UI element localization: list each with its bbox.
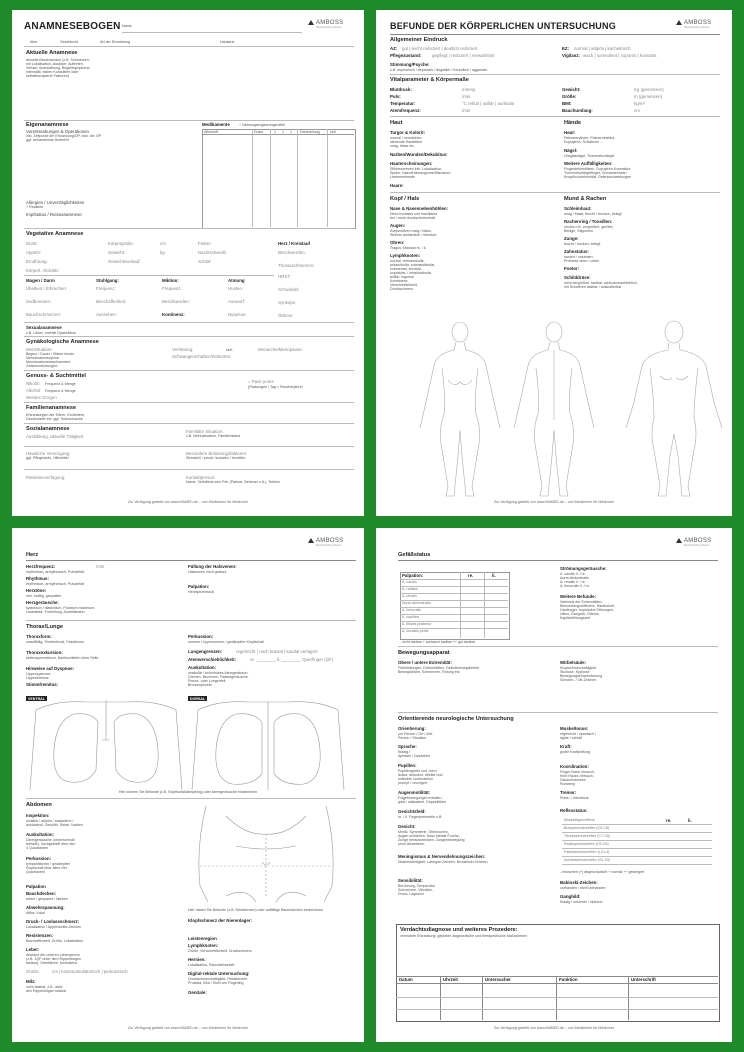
section-genussmittel: Genuss- & Suchtmittel bbox=[26, 373, 86, 379]
pulse-row-line bbox=[400, 579, 508, 580]
pulse-row-line bbox=[400, 593, 508, 594]
verdachtsdiagnose-box[interactable] bbox=[396, 924, 720, 1022]
reflex-row-label: Muskeleigenreflexe bbox=[564, 818, 595, 822]
reflex-row-line bbox=[562, 840, 712, 841]
pulse-row-label: A. dorsalis pedis bbox=[402, 629, 429, 633]
pulse-row-line bbox=[400, 628, 508, 629]
field-alter[interactable]: Alter bbox=[30, 40, 38, 44]
pulse-row-line bbox=[400, 614, 508, 615]
amboss-logo: AMBOSS Medizinisches Wissen bbox=[308, 538, 343, 547]
triangle-icon bbox=[676, 20, 682, 25]
section-sozialanamnese: Sozialanamnese bbox=[26, 426, 70, 432]
reflex-row-label: Achillessehnenreflex (S1-S2) bbox=[564, 858, 611, 862]
reflex-row-label: Trizepssehnenreflex (C7-C8) bbox=[564, 834, 611, 838]
reflex-row-label: Radiusperiostreflex (C5-C6) bbox=[564, 842, 609, 846]
field-einweisung[interactable]: Art der Einweisung bbox=[100, 40, 131, 44]
amboss-logo: AMBOSS Medizinisches Wissen bbox=[308, 20, 343, 29]
reflex-row-line bbox=[562, 856, 712, 857]
body-outline-figures[interactable] bbox=[376, 310, 732, 510]
section-eigenanamnese: Eigenanamnese bbox=[26, 122, 69, 128]
pulse-row-line bbox=[400, 600, 508, 601]
page-gefaess-neuro: AMBOSS Medizinisches Wissen Gefäßstatus Palpation: re. li. - nicht tastbar + schwach tastbar ++ gut tastbar Strömungsgeräusche: A. carotis li. / re. Aorta abdominalis A. renalis li. / re. A. femoralis li. / re. Weitere Befunde: Varikosis der Extremitäten, Beinumfangsdifferenz, Hautkolorit, Hautturgor, trophische Störungen, Ulkus, Gangrän, Ödeme, Kapillarfüllungszeit Bewegungsapparat Obere / untere Extremität: Fehlstellungen, Deformitäten, Gelenkbeweglichkeit Beweglichkeit, Schmerzen, Rötung etc. Wirbelsäule: Klopfschmerzhaftigkeit Skoliose, Kyphose Bewegungseinschränkung Schober- / Ott-Zeichen Orientierende neurologische Untersuchung Orientierung: zur Person / Ort / Zeit Person / Situation Sprache: flüssig / Aphasie / Dysarthrie Pupillen: Pupillengröße und -form: isokor, anisokor, direkte und indirekte Lichtreaktion prompt / verzögert Augenmotilität: Folgebewegungen erhalten, glatt / sakkadiert, Doppelbilder Gesichtsfeld: re. / li. Fingerperimetrie o.B. Gesicht: Mimik, Symmetrie, Stirnrunzeln, Augen schließen, Naso labiale Furche, Zunge herausstrecken, Zungenbewegung ohne Abweichen Meningismus & Nervendehnungszeichen: Nackensteifigkeit, Lasègue-Zeichen, Brudzinski-Zeichen Sensibilität: Berührung, Temperatur Schmerzen, Vibration, Druck, Lagesinn Muskeltonus: regelrecht / spastisch / rigide / schlaff Kraft: grobe Kraftprüfung Koordination: Finger-Nase-Versuch, Knie-Hacke-Versuch, Diadochokinese Romberg Tremor: Ruhe- / Intentions- Reflexstatus: re. li. - erloschen (+) abgeschwächt + normal ++ gesteigert Babinski-Zeichen: vorhanden / nicht vorhanden Gangbild: flüssig / unsicher / hinkend Verdachtsdiagnose und weiteres Prozedere: vermutete Erkrankung, geplante diagnostische und therapeutische Maßnahmen Datum Uhrzeit Untersucher Funktion Unterschrift Zur Verfügung gestellt von www.MAMED.de – von Medizinern für Mediziner A. carotis A. radialis A. ulnaris Aorta abdominalis A. femoralis A. poplitea A. tibialis posterior A. dorsalis pedis Muskeleigenreflexe Bizepssehnenreflex (C5-C6) Trizepssehnenreflex (C7-C8) Radiusperiostreflex (C5-C6) Patellarsehnenreflex (L2-L4) Achillessehnenreflex (S1-S2) bbox=[376, 528, 732, 1042]
thorax-lung-diagram[interactable] bbox=[26, 700, 356, 792]
pulse-row-line bbox=[400, 621, 508, 622]
page-befunde: BEFUNDE DER KÖRPERLICHEN UNTERSUCHUNG AMBOSS Medizinisches Wissen Allgemeiner Eindruck AZ: gut | leicht reduziert | deutlich reduziert EZ: normal | adipös | kachektisch Pflegezustand: gepflegt | reduziert | verwahrlost Vigilanz: wach | somnolent | soporös | komatös Stimmung/Psyche: z.B. euphorisch / depressiv / ängstlich / freundlich / aggressiv Vitalparameter & Körpermaße Blutdruck: mmHg Puls: /min Temperatur: °C rektal | axillär | aurikulär Atemfrequenz: /min Gewicht: Kg (gemessen) Größe: m (gemessen) BMI: kg/m² Bauchumfang: cm Haut Turgor & Kolorit: normal / verstrichen stehende Hautfalten rosig, blass etc. Narben/Wunden/Dekubitus: Hauterscheinungen: Effloreszenzen inkl. Lokalisation, Spider, Naevi/Hämangiome/Hämatom, Lebermerkmale Haare: Hände Haut: Palmarerythem, Palmarnetzblut, Dupuytren, Schwitzen ... Nägel: Uhrglasnägel, Trommelschlegel Weitere Auffälligkeiten: Fingerdeformitäten, Dupuytren-Kontraktur, Trommelschlegelfinger, Schwanenhals / Knopflochdeformität, Gelenkschwellungen Kopf / Hals Nase & Nasennebenhöhlen: Nervi frontales und maxillares frei / nicht druckschmerzhaft Augen: Konjunktiven rosig / blass, Skleren anikterisch / ikterisch Ohren: Tragus, Mastoid re. / li. Lymphknoten: nuchal, retroaurikulär, präaurikulär, submandibulär, submental, zervikal, supraklav. / infraklavikulär, axillär, inguinal Konsistenz, Verschieblichkeit, Druckschmerz Mund & Rachen Schleimhaut: rosig / blass, feucht / trocken, belegt Rachenring / Tonsillen: reizlos o.B. vergrößert, gerötet, Beläge, Stippchen Zunge: feucht / trocken, belegt Zahnstatus: saniert / unsaniert, Prothese oben / unten Foetor: Schilddrüse: nicht vergrößert, tastbar, schluckverschieblich, mit Schwirren tastbar / auskultierbar Zur Verfügung gestellt von www.MAMED.de – von Medizinern für Mediziner bbox=[376, 10, 732, 516]
name-label: Name bbox=[122, 24, 132, 28]
triangle-icon bbox=[308, 538, 314, 543]
label-dorsal: DORSAL bbox=[190, 696, 206, 701]
page-anamnesebogen: ANAMNESEBOGEN Name AMBOSS Medizinisches Wissen Alter Geschlecht Art der Einweisung Hausarzt Aktuelle Anamnese aktuelle Beschwerden (z.B. Schmerzen: mit Lokalisation, Auslöser, Auftreten, Verlauf, Ausstrahlung, Begleitsymptome, Intensität, bisher Konsultiert oder selbsttherapierte Faktoren) Eigenanamnese Vorerkrankungen & Operationen inkl. Zeitpunkt der Erkrankung/OP, bzw. der OP ggf. behandelnde Ärzte/KH Medikamente + Nahrungsergänzungsmittel Wirkstoff Dosis 1 1 1 Darreichung seit Allergien / Unverträglichkeiten + Reaktion Impfstatus / Reiseanamnese Vegetative Anamnese Durst: Körpergröße: cm Fieber: Herz / Kreislauf Appetit: Gewicht: kg Nachtschweiß: Beschwerden: Ernährung: Gewichtsverlauf: Schlaf: Thoraxschmerzen: Körperl. Aktivität: Magen / Darm Übelkeit / Erbrechen: Sodbrennen: Bauchschmerzen: Stuhlgang: Frequenz: Beschaffenheit: Aussehen: Miktion: Frequenz: Beschwerden: Kontinenz: Atmung Husten: Auswurf: Dyspnoe: HRST: Schwindel: Synkope: Ödeme: Sexualanamnese z.B. Libido, erektile Dysfunktion Gynäkologische Anamnese Menstruation: Beginn / Dauer / Stärke letzter Menstruationszyklus: Menstruationsbeschwerden: Zwischenblutungen: Verhütung: seit: Menarche/Menopause: Schwangerschaften/Geburten: Genuss- & Suchtmittel Nikotin Frequenz & Menge Alkohol Frequenz & Menge Weitere Drogen = Pack-years (Packungen / Tag × Raucherjahre) Familienanamnese Erkrankungen der Eltern, Großeltern, Geschwister etc. ggf. Todesursache Sozialanamnese Ausbildung, aktuelle Tätigkeit Familiäre Situation: z.B. Wohnsituation, Familienstand Häusliche Versorgung: ggf. Pflegestufe, Hilfsmittel Besondere Belastungsfaktoren: Stressfull / privat / sozialen / beruflich Patientenverfügung: Kontaktperson: Name, Verhältnis zum Pat. (Partner, Betreuer o.ä.), Telefon Zur Verfügung gestellt von www.MAMED.de – von Medizinern für Mediziner bbox=[12, 10, 364, 516]
pulse-row-label: Aorta abdominalis bbox=[402, 601, 431, 605]
pulse-row-label: A. femoralis bbox=[402, 608, 421, 612]
section-aktuelle-anamnese: Aktuelle Anamnese bbox=[26, 50, 78, 56]
reflex-row-label: Bizepssehnenreflex (C5-C6) bbox=[564, 826, 610, 830]
reflex-row-line bbox=[562, 824, 712, 825]
page-footer: Zur Verfügung gestellt von www.MAMED.de – von Medizinern für Mediziner bbox=[127, 500, 249, 504]
field-geschlecht[interactable]: Geschlecht bbox=[60, 40, 78, 44]
reflex-row-line bbox=[562, 864, 712, 865]
page-herz-thorax-abdomen: AMBOSS Medizinisches Wissen Herz Herzfrequenz: /min rhythmisch, arrhythmisch, Pulsdefizit Rhythmus: rhythmisch, arrhythmisch, Pulsdefizit Herztöne: rein, kräftig, gespalten Herzgeräusche: systolisch / diastolisch, Punctum maximum, Lautstärke, Fortleitung, Austrittsbahn Füllung der Halsvenen: Halsvenen nicht gestaut Palpation: Herzspitzenstoß Thorax/Lunge Thoraxform: unauffällig, Trichterbrust, Fassthorax Thoraxexkursion: seitensymmetrisch, Nachschleifen einer Seite Hinweise auf Dyspnoe: Lippenzyanose, Lippenbremse Stimmfremitus: Perkussion: sonorer / hypersonorer / gedämpfter Klopfschall Lungengrenzen: regelrecht | nach kranial | kaudal verlagert Atemverschieblichkeit: re. ________ li. ________ Querfinger (QF) Auskultation: vesikulär / bronchiales Atemgeräusch, Giemen, Brummen, Rasselgeräusche Pleura- oder Lungenfell Bronchophonie VENTRAL DORSAL Hier können Sie Befunde (z.B. Klopfschalldämpfung) oder Atemgeräusche einzeichnen Abdomen Inspektion: schlank / adipös / ausladend / ausladend, Gewölbt, Striae, Narben Auskultation: Darmgeräusche (ohne/normal/ lebhaft/), hochgestellt über den 4 Quadranten Perkussion: tympanitischer / gedämpfter Klopfschall über allen vier Quadranten Palpation Bauchdecken: weich / gespannt / Narben Abwehrspannung: diffus / lokal Druck- / Loslassschmerz: Lokalisation / Appendicitis-Zeichen Resistenzen: Beschaffenheit, Größe, Lokalisation Leber: Abstand der unteren Lebergrenze (z.B. 1QF unter dem Rippenbogen tastbar), Oberfläche, Konsistenz Größe: cm | kratzauskultatorisch | perkutorisch Milz: nicht tastbar, z.B. unter den Rippenbögen tastbar Hier haben Sie Befunde (z.B. Resistenzen) oder auffällige Bauchdecken einzeichnen Klopfschmerz der Nierenlager: Leistenregion Lymphknoten: Größe, Verschieblichkeit, Druckschmerz Hernien: Lokalisation, Reponierbarkeit Digital-rektale Untersuchung: Druckschmerzhaftigkeit, Resistenzen, Prostata, Blut / Stuhl am Fingerling Genitale: Zur Verfügung gestellt von www.MAMED.de – von Medizinern für Mediziner bbox=[12, 528, 364, 1042]
page-title: BEFUNDE DER KÖRPERLICHEN UNTERSUCHUNG bbox=[390, 21, 616, 31]
medication-table[interactable] bbox=[202, 129, 356, 229]
amboss-logo: AMBOSS Medizinisches Wissen bbox=[676, 538, 711, 547]
reflex-row-line bbox=[562, 848, 712, 849]
reflex-row-line bbox=[562, 832, 712, 833]
triangle-icon bbox=[308, 20, 314, 25]
page-footer: Zur Verfügung gestellt von www.MAMED.de – von Medizinern für Mediziner bbox=[127, 1026, 249, 1030]
pulse-row-label: A. tibialis posterior bbox=[402, 622, 432, 626]
amboss-logo: AMBOSS Medizinisches Wissen bbox=[676, 20, 711, 29]
abdomen-diagram[interactable] bbox=[186, 806, 346, 906]
pulse-row-label: A. ulnaris bbox=[402, 594, 417, 598]
page-title: ANAMNESEBOGEN bbox=[24, 21, 121, 32]
pulse-row-label: A. carotis bbox=[402, 580, 417, 584]
triangle-icon bbox=[676, 538, 682, 543]
pulse-row-label: A. poplitea bbox=[402, 615, 419, 619]
section-medikamente: Medikamente bbox=[202, 122, 230, 127]
section-familienanamnese: Familienanamnese bbox=[26, 405, 77, 411]
reflex-row-label: Patellarsehnenreflex (L2-L4) bbox=[564, 850, 610, 854]
section-sexualanamnese: Sexualanamnese bbox=[26, 325, 62, 330]
field-hausarzt[interactable]: Hausarzt bbox=[220, 40, 235, 44]
section-gynaekologie: Gynäkologische Anamnese bbox=[26, 339, 99, 345]
pulse-row-line bbox=[400, 586, 508, 587]
pulse-row-line bbox=[400, 607, 508, 608]
pulse-row-label: A. radialis bbox=[402, 587, 418, 591]
page-footer: Zur Verfügung gestellt von www.MAMED.de – von Medizinern für Mediziner bbox=[493, 500, 615, 504]
section-vegetative: Vegetative Anamnese bbox=[26, 231, 84, 237]
page-footer: Zur Verfügung gestellt von www.MAMED.de – von Medizinern für Mediziner bbox=[493, 1026, 615, 1030]
label-ventral: VENTRAL bbox=[28, 696, 45, 701]
